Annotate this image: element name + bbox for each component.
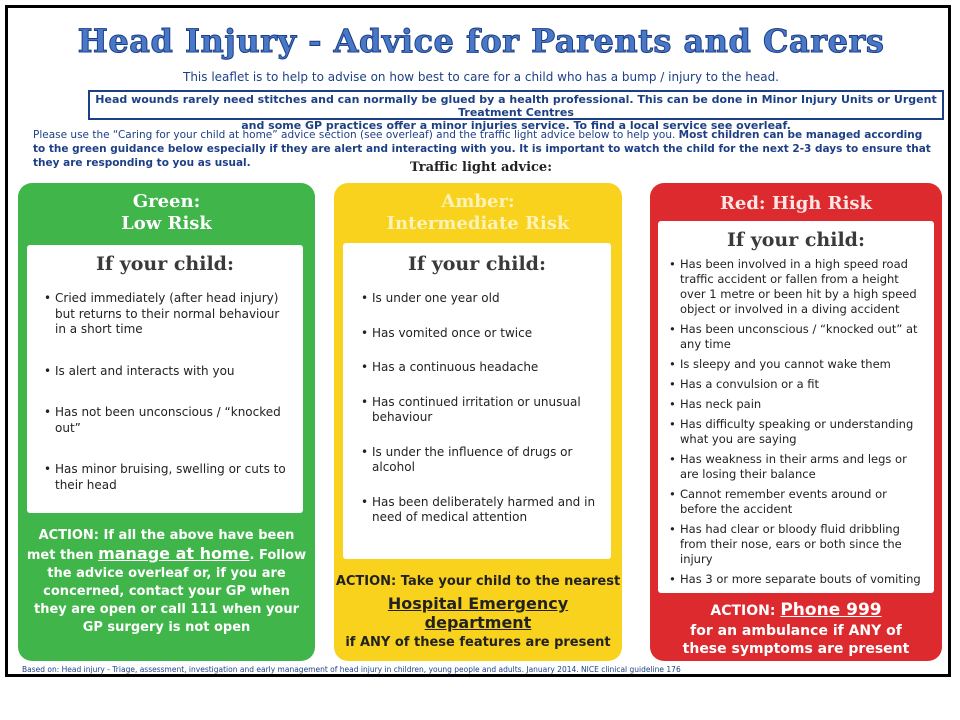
green-action-prefix: ACTION: If all the above have been met then: [26, 528, 295, 563]
amber-action-rest: if ANY of these features are present: [345, 635, 611, 650]
green-panel: [18, 183, 315, 661]
amber-action-prefix: ACTION: Take your child to the nearest: [335, 574, 621, 589]
green-title: [18, 191, 315, 235]
list-item: • Has a convulsion or a fit: [669, 377, 820, 391]
green-criteria-box: [27, 245, 303, 513]
green-action-rest: Follow the advice overleaf or, if you are concerned, contact your GP when they are open or call 111 when your GP surgery is not open: [33, 548, 307, 635]
footer-citation: Based on: Head injury - Triage, assessment, investigation and early management of head injury in children, young people and adults. January 2014. NICE clinical guideline 176: [22, 665, 681, 674]
info-box: [88, 90, 944, 132]
info-line-1: Head wounds rarely need stitches and can normally be glued by a health professional. This can be done in Minor Injury Units or Urgent Treatment Centres: [95, 93, 937, 119]
list-item: • Has been deliberately harmed and in need of medical attention: [361, 494, 596, 524]
red-action-rest-1: for an ambulance if ANY of: [690, 623, 902, 639]
bullet: •: [361, 325, 369, 340]
amber-action: [334, 573, 622, 651]
red-title: Red: High Risk: [719, 193, 873, 214]
bullet: •: [44, 462, 52, 476]
red-criteria-box: [658, 221, 934, 593]
red-panel: [650, 183, 942, 661]
guidance-bold: Most children can be managed according to the green guidance below especially if they are alert and interacting with you. It is important to watch the child for the next 2-3 days to ensure that they are responding to you as usual.: [33, 129, 931, 169]
amber-box-heading: If your child:: [408, 253, 546, 275]
info-line-2: and some GP practices offer a minor injuries service. To find a local service see overleaf.: [241, 119, 791, 132]
green-title-line-1: Green:: [132, 191, 201, 212]
amber-criteria-list: [361, 291, 601, 526]
list-item: • Has been unconscious / “knocked out” at any time: [669, 322, 918, 351]
bullet: •: [361, 444, 369, 459]
bullet: •: [669, 487, 676, 501]
red-criteria-list: [669, 257, 926, 587]
list-item: • Has 3 or more separate bouts of vomiting: [669, 572, 921, 586]
bullet: •: [361, 360, 369, 374]
list-item: • Has vomited once or twice: [361, 325, 533, 340]
list-item: • Is under the influence of drugs or alcohol: [361, 444, 573, 474]
bullet: •: [361, 291, 369, 305]
list-item: • Has weakness in their arms and legs or are losing their balance: [669, 452, 907, 481]
green-title-line-2: Low Risk: [121, 213, 212, 234]
page-subtitle: This leaflet is to help to advise on how best to care for a child who has a bump / injury to the head.: [182, 70, 779, 84]
guidance-normal: Please use the “Caring for your child at home” advice section (see overleaf) and the traffic light advice below to help you.: [33, 129, 676, 141]
bullet: •: [669, 377, 676, 391]
list-item: • Is under one year old: [361, 291, 500, 305]
list-item: • Has difficulty speaking or understanding what you are saying: [669, 417, 914, 446]
green-criteria-list: [44, 291, 293, 493]
bullet: •: [669, 322, 676, 336]
amber-title-line-2: Intermediate Risk: [386, 213, 570, 234]
bullet: •: [669, 397, 676, 411]
leaflet: [5, 5, 951, 677]
amber-action-emphasis-1: Hospital Emergency: [387, 594, 569, 613]
red-action: [650, 601, 942, 658]
list-item: • Is alert and interacts with you: [44, 363, 235, 378]
list-item: • Has been involved in a high speed road traffic accident or fallen from a height over 1 metre or been hit by a high speed object or involved in a diving accident: [669, 257, 917, 316]
bullet: •: [669, 572, 676, 586]
amber-panel: [334, 183, 622, 661]
green-box-heading: If your child:: [96, 253, 234, 275]
list-item: • Has neck pain: [669, 397, 762, 411]
amber-criteria-box: [343, 243, 611, 559]
amber-title-line-1: Amber:: [441, 191, 515, 212]
page-title: Head Injury - Advice for Parents and Carers: [77, 22, 885, 60]
bullet: •: [44, 405, 52, 419]
list-item: • Is sleepy and you cannot wake them: [669, 357, 891, 371]
amber-action-emphasis-2: department: [424, 613, 532, 632]
red-box-heading: If your child:: [727, 229, 865, 251]
bullet: •: [669, 522, 676, 536]
bullet: •: [669, 417, 676, 431]
bullet: •: [361, 494, 369, 509]
traffic-light-heading: Traffic light advice:: [410, 160, 552, 175]
list-item: • Has continued irritation or unusual behaviour: [361, 394, 581, 424]
amber-title: [334, 191, 622, 235]
bullet: •: [361, 394, 369, 409]
red-action-emphasis: Phone 999: [780, 600, 882, 620]
bullet: •: [669, 357, 676, 371]
bullet: •: [669, 257, 676, 271]
bullet: •: [669, 452, 676, 466]
list-item: • Cannot remember events around or before the accident: [669, 487, 887, 516]
green-action: ACTION: If all the above have been met then manage at home. Follow the advice overleaf or, if you are concerned, contact your GP when they are open or call 111 when your GP surgery is not open: [26, 528, 307, 635]
red-action-prefix: ACTION:: [710, 603, 776, 619]
bullet: •: [44, 291, 52, 305]
list-item: • Has had clear or bloody fluid dribbling from their nose, ears or both since the injury: [669, 522, 902, 566]
list-item: • Cried immediately (after head injury) but returns to their normal behaviour in a short time: [44, 291, 280, 336]
red-action-rest-2: these symptoms are present: [682, 641, 910, 657]
list-item: • Has a continuous headache: [361, 360, 539, 374]
bullet: •: [44, 363, 52, 378]
list-item: • Has not been unconscious / “knocked out”: [44, 405, 281, 435]
list-item: • Has minor bruising, swelling or cuts to their head: [44, 462, 286, 492]
green-action-emphasis: manage at home: [98, 544, 250, 563]
